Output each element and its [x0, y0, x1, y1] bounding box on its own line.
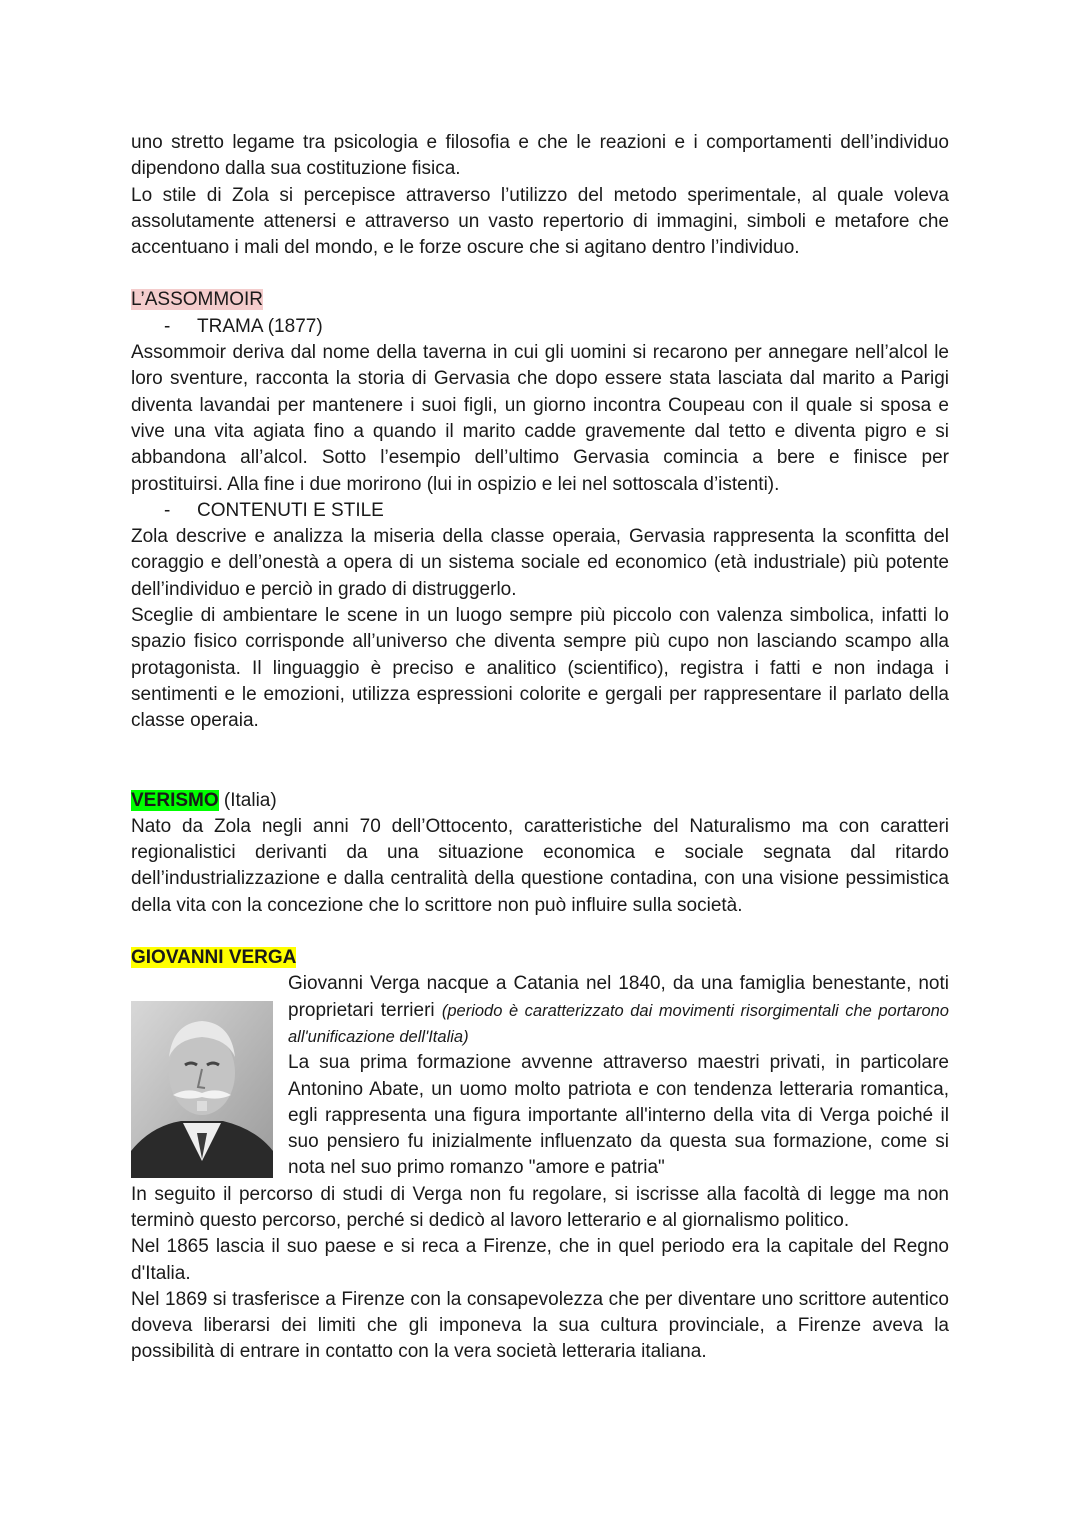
verga-bio-paragraph-2: La sua prima formazione avvenne attraverso maestri privati, in particolare Antonino Abate, un uomo molto patriota e con tendenza letteraria romantica, egli rappresenta una figura importante all'interno della vita di Verga poiché il suo pensiero fu inizialmente influenzato da questa sua formazione, come si nota nel suo primo romanzo "amore e patria" — [288, 1052, 949, 1179]
verga-paragraph-3: In seguito il percorso di studi di Verga non fu regolare, si iscrisse alla facoltà di legge ma non terminò questo percorso, perché si dedicò al lavoro letterario e al giornalismo politico. — [131, 1183, 949, 1231]
trama-label: TRAMA (1877) — [197, 315, 323, 337]
assommoir-section — [131, 287, 949, 734]
assommoir-heading: L’ASSOMMOIR — [131, 289, 263, 311]
verga-portrait-image — [131, 1001, 273, 1178]
contenuti-paragraph-2: Sceglie di ambientare le scene in un luogo sempre più piccolo con valenza simbolica, infatti lo spazio fisico corrisponde all’universo che diventa sempre più cupo non lasciando scampo alla protagonista. Il linguaggio è preciso e analitico (scientifico), registra i fatti e non indaga i sentimenti e le emozioni, utilizza espressioni colorite e gergali per rappresentare il parlato della classe operaia. — [131, 605, 949, 732]
verismo-section — [131, 788, 949, 919]
contenuti-paragraph-1: Zola descrive e analizza la miseria della classe operaia, Gervasia rappresenta la sconfitta del coraggio e dell’onestà a opera di un sistema sociale ed economico (età industriale) più potente dell’individuo e perciò in grado di distruggerlo. — [131, 526, 949, 600]
intro-paragraph-1: uno stretto legame tra psicologia e filosofia e che le reazioni e i comportamenti dell’individuo dipendono dalla sua costituzione fisica. — [131, 132, 949, 180]
verismo-heading: VERISMO — [131, 789, 219, 811]
verga-bio-note: (periodo è caratterizzato dai movimenti risorgimentali che portarono all'unificazione dell'Italia) — [288, 1001, 949, 1046]
verga-bio-paragraph-1 — [288, 971, 949, 1050]
intro-paragraph-2: Lo stile di Zola si percepisce attraverso l’utilizzo del metodo sperimentale, al quale voleva assolutamente attenersi e attraverso un vasto repertorio di immagini, simboli e metafore che accentuano i mali del mondo, e le forze oscure che si agitano dentro l’individuo. — [131, 184, 949, 259]
document-page — [131, 130, 949, 1366]
verismo-heading-suffix: (Italia) — [218, 789, 277, 811]
verga-section — [131, 945, 949, 1366]
bullet-dash: - — [164, 499, 171, 521]
trama-text: Assommoir deriva dal nome della taverna in cui gli uomini si recarono per annegare nell’alcol le loro sventure, racconta la storia di Gervasia che dopo essere stata lasciata dal marito a Parigi diventa lavandai per mantenere i suoi figli, un giorno incontra Coupeau con il quale si sposa e vive una vita agiata fino a quando il marito cadde gravemente dal tetto e diventa pigro e si abbandona all’alcol. Sotto l’esempio dell’ultimo Gervasia comincia a bere e finisce per prostituirsi. Alla fine i due morirono (lui in ospizio e lei nel sottoscala d’istenti). — [131, 342, 949, 495]
trama-bullet — [164, 314, 949, 340]
verga-bio — [131, 971, 949, 1181]
verga-paragraph-4: Nel 1865 lascia il suo paese e si reca a Firenze, che in quel periodo era la capitale del Regno d'Italia. — [131, 1236, 949, 1284]
verga-heading: GIOVANNI VERGA — [131, 947, 297, 969]
verga-paragraph-5: Nel 1869 si trasferisce a Firenze con la consapevolezza che per diventare uno scrittore autentico doveva liberarsi dei limiti che gli imponeva la sua cultura provinciale, a Firenze aveva la possibilità di entrare in contatto con la vera società letteraria italiana. — [131, 1288, 949, 1363]
contenuti-bullet — [164, 498, 949, 524]
verismo-text: Nato da Zola negli anni 70 dell’Ottocento, caratteristiche del Naturalismo ma con caratteri regionalistici derivanti da una situazione economica e sociale segnata dal ritardo dell’industrializzazione e dalla centralità della questione contadina, con una visione pessimistica della vita con la concezione che lo scrittore non può influire sulla società. — [131, 815, 949, 916]
contenuti-label: CONTENUTI E STILE — [197, 499, 384, 521]
verga-bio-text: Giovanni Verga nacque a Catania nel 1840, da una famiglia benestante, noti proprietari terrieri — [288, 973, 949, 1021]
bullet-dash: - — [164, 315, 171, 337]
